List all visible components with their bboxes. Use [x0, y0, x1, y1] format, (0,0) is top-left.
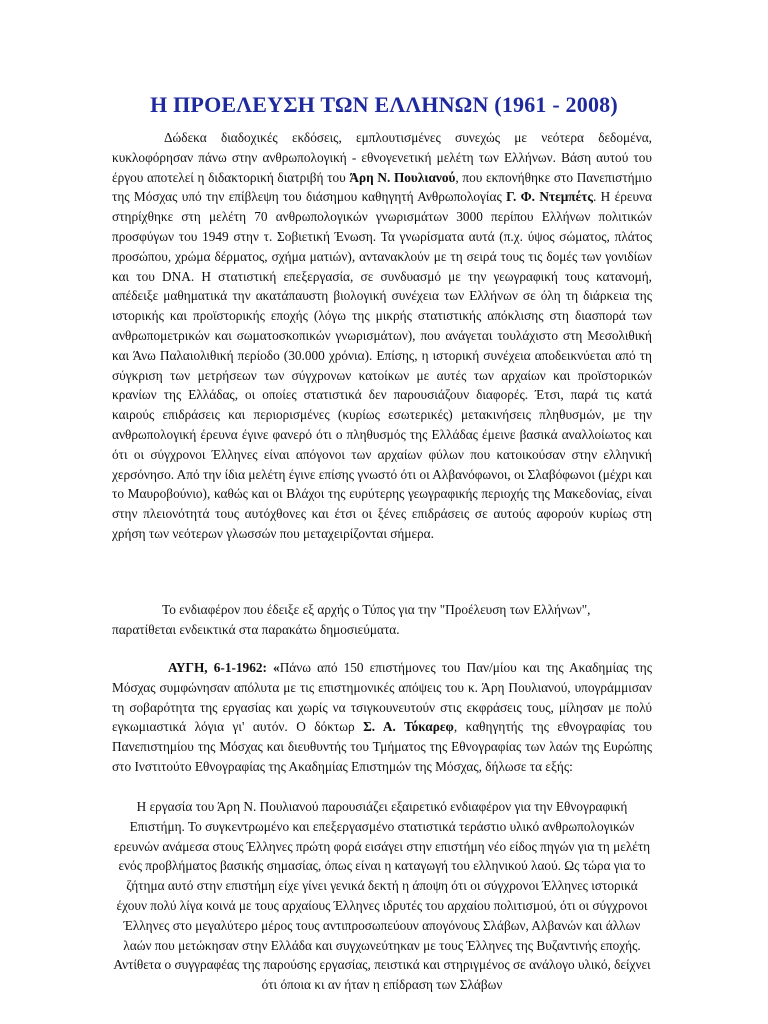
intro-text-3: . Η έρευνα στηρίχθηκε στη μελέτη 70 ανθρωπολογικών γνωρισμάτων 3000 περίπου Ελλήνων πολιτικών προσφύγων του 1949 στην τ. Σοβιετική Ένωση. Τα γνωρίσματα αυτά (π.χ. ύψος σώματος, πλάτος προσώπου, χρώμα δέρματος, σχήμα ματιών), αντανακλούν με τη σειρά τους τις δομές των γονιδίων και του DNA. Η στατιστική επεξεργασία, σε συνδυασμό με την γεωγραφική τους κατανομή, απέδειξε μαθηματικά την ακατάπαυστη βιολογική συνέχεια των Ελλήνων σε όλη τη διάρκεια της ιστορικής και προϊστορικής εποχής (λόγω της μικρής στατιστικής απόκλισης στη διασπορά των ανθρωπομετρικών και σωματοσκοπικών γνωρισμάτων), που ανάγεται τουλάχιστο στη Μεσολιθική και Άνω Παλαιολιθική περίοδο (30.000 χρόνια). Επίσης, η ιστορική συνέχεια αποδεικνύεται από τη σύγκριση των μετρήσεων των σύγχρονων κατοίκων με αυτές των αρχαίων και προϊστορικών κρανίων της Ελλάδας, οι οποίες στατιστικά δεν παρουσιάζουν διαφορές. Έτσι, παρά τις κατά καιρούς επιδράσεις και περιορισμένες (κυρίως εσωτερικές) μετακινήσεις πληθυσμών, με την ανθρωπολογική έρευνα έγινε φανερό ότι ο πληθυσμός της Ελλάδας έμεινε βασικά αναλλοίωτος και ότι οι σύγχρονοι Έλληνες είναι απόγονοι των αρχαίων φύλων που κατοικούσαν στην ελληνική χερσόνησο. Από την ίδια μελέτη έγινε επίσης γνωστό ότι οι Αλβανόφωνοι, οι Σλαβόφωνοι (μέχρι και το Μαυροβούνιο), καθώς και οι Βλάχοι της ευρύτερης γεωγραφικής περιοχής της Μακεδονίας, είναι στην πλειονότητά τους αυτόχθονες και έτσι οι ξένες επιδράσεις σε αυτούς αφορούν κυρίως στη χρήση των νεότερων γλωσσών που μεταχειρίζονται σήμερα.: [112, 189, 653, 541]
paragraph-intro: [112, 128, 652, 544]
newspaper-citation: ΑΥΓΗ, 6-1-1962: «: [168, 660, 280, 675]
tokarev-name: Σ. Α. Τόκαρεφ: [363, 719, 454, 735]
quote-text-2: , καθηγητής της εθνογραφίας του Πανεπιστημίου της Μόσχας και διευθυντής του Τμήματος της Εθνογραφίας των λαών της Ευρώπης στο Ινστιτούτο Εθνογραφίας της Ακαδημίας Επιστημών της Μόσχας, δήλωσε τα εξής:: [112, 719, 652, 774]
author-name: Άρη Ν. Πουλιανού: [349, 169, 456, 185]
supervisor-name: Γ. Φ. Ντεμπέτς: [506, 189, 593, 205]
intro-text-1: Δώδεκα διαδοχικές εκδόσεις, εμπλουτισμένες συνεχώς με νεότερα δεδομένα, κυκλοφόρησαν πάνω στην ανθρωπολογική - εθνογενετική μελέτη των Ελλήνων. Βάση αυτού του έργου αποτελεί η διδακτορική διατριβή του: [112, 130, 652, 185]
paragraph-press: Το ενδιαφέρον που έδειξε εξ αρχής ο Τύπος για την "Προέλευση των Ελλήνων", παρατίθεται ενδεικτικά στα παρακάτω δημοσιεύματα.: [112, 602, 591, 637]
document-title: Η ΠΡΟΕΛΕΥΣΗ ΤΩΝ ΕΛΛΗΝΩΝ (1961 - 2008): [150, 92, 618, 117]
intro-text-2: , που εκπονήθηκε στο Πανεπιστήμιο της Μόσχας υπό την επίβλεψη του διάσημου καθηγητή Ανθρωπολογίας: [112, 169, 652, 205]
quote-text-1: Πάνω από 150 επιστήμονες του Παν/μίου και της Ακαδημίας της Μόσχας συμφώνησαν απόλυτα με τις επιστημονικές απόψεις του κ. Άρη Πουλιανού, υπογράμμισαν τη σοβαρότητα της εργασίας και χωρίς να τσιγκουνευτούν στις εκφράσεις τους, μίλησαν με πολύ εγκωμιαστικά λόγια γι' αυτόν. Ο δόκτωρ: [112, 660, 652, 735]
paragraph-tokarev-statement: Η εργασία του Άρη Ν. Πουλιανού παρουσιάζει εξαιρετικό ενδιαφέρον για την Εθνογραφική Επιστήμη. Το συγκεντρωμένο και επεξεργασμένο στατιστικά τεράστιο υλικό ανθρωπολογικών ερευνών ανάμεσα στους Έλληνες πρώτη φορά εισάγει στην επιστήμη νέο είδος πηγών για τη μελέτη ενός προβλήματος βασικής σημασίας, όπως είναι η καταγωγή του ελληνικού λαού. Ως τώρα για το ζήτημα αυτό στην επιστήμη είχε γίνει γενικά δεκτή η άποψη ότι οι σύγχρονοι Έλληνες ιστορικά έχουν πολύ λίγα κοινά με τους αρχαίους Έλληνες ιδρυτές του αρχαίου πολιτισμού, ότι οι σύγχρονοι Έλληνες στο μεγαλύτερο μέρος τους αντιπροσωπεύουν απογόνους Σλάβων, Αλβανών και άλλων λαών που μετώκησαν στην Ελλάδα και συγχωνεύτηκαν με τους Έλληνες της Βυζαντινής εποχής. Αντίθετα ο συγγραφέας της παρούσης εργασίας, πειστικά και στηριγμένος σε ανάλογο υλικό, δείχνει ότι όποια κι αν ήταν η επίδραση των Σλάβων: [113, 799, 651, 993]
paragraph-avgi-quote: [112, 658, 652, 777]
